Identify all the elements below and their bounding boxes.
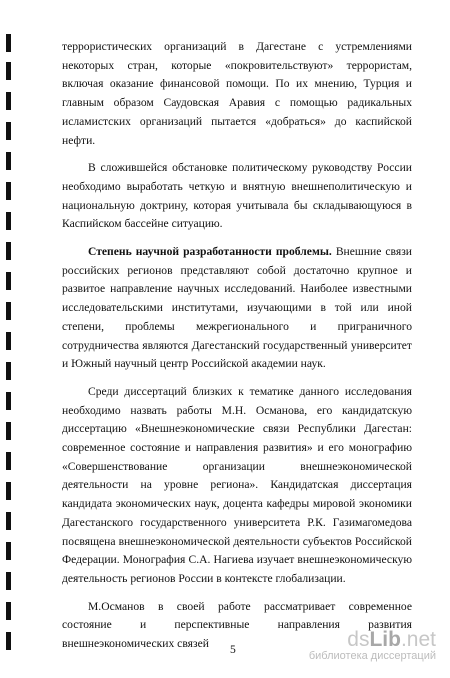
binding-mark: [6, 512, 11, 530]
binding-mark: [6, 272, 11, 290]
page-number: 5: [230, 643, 236, 656]
binding-mark: [6, 332, 11, 350]
paragraph-osmanov: М.Османов в своей работе рассматривает современное состояние и перспективные направления развития внешнеэкономических связей: [62, 599, 412, 651]
binding-mark: [6, 392, 11, 410]
binding-mark: [6, 302, 11, 320]
paragraph-caspian: В сложившейся обстановке политическому руководству России необходимо выработать четкую и внятную внешнеполитическую и национальную доктрину, которая учитывала бы складывающуюся в Каспийском бассейне ситуацию.: [62, 161, 412, 231]
paragraph-research-degree: [62, 243, 412, 374]
binding-mark: [6, 242, 11, 260]
binding-mark: [6, 152, 11, 170]
binding-mark: [6, 362, 11, 380]
binding-mark: [6, 482, 11, 500]
binding-mark: [6, 542, 11, 560]
binding-mark: [6, 422, 11, 440]
binding-marks: [6, 0, 12, 678]
paragraph-continuation: террористических организаций в Дагестане с устремлениями некоторых стран, которые «покровительствуют» террористам, включая оказание финансовой помощи. По их мнению, Турция и главным образом Саудовская Аравия с помощью радикальных исламистских организаций пытается «добраться» до каспийской нефти.: [62, 40, 412, 147]
section-lead-heading: Степень научной разработанности проблемы.: [88, 245, 332, 259]
binding-mark: [6, 452, 11, 470]
watermark: [309, 628, 436, 662]
binding-mark: [6, 182, 11, 200]
paragraph-dissertations: Среди диссертаций близких к тематике данного исследования необходимо назвать работы М.Н. Османова, его кандидатскую диссертацию «Внешнеэкономические связи Республики Дагестан: современное состояние и направления развития» и его монографию «Совершенствование организации внешнеэкономической деятельности на уровне региона». Кандидатская диссертация кандидата экономических наук, доцента кафедры мировой экономики Дагестанского государственного университета Р.К. Газимагомедова посвящена внешнеэкономической деятельности субъектов Российской Федерации. Монография С.А. Нагиева изучает внешнеэкономическую деятельность регионов России в контексте глобализации.: [62, 384, 412, 585]
binding-mark: [6, 34, 11, 52]
binding-mark: [6, 122, 11, 140]
binding-mark: [6, 602, 11, 620]
paragraph-research-degree-text: Внешние связи российских регионов представляют собой достаточно крупное и развитое направление научных исследований. Наиболее известными исследовательскими институтами, изучающими в той или иной степени, проблемы межрегионального и приграничного сотрудничества являются Дагестанский государственный университет и Южный научный центр Российской академии наук.: [62, 245, 412, 371]
watermark-subtitle: библиотека диссертаций: [308, 650, 436, 662]
binding-mark: [6, 62, 11, 80]
binding-mark: [6, 212, 11, 230]
binding-mark: [6, 632, 11, 650]
binding-mark: [6, 92, 11, 110]
binding-mark: [6, 572, 11, 590]
document-body: [62, 38, 412, 663]
watermark-logo: dsLib.net: [347, 628, 436, 651]
